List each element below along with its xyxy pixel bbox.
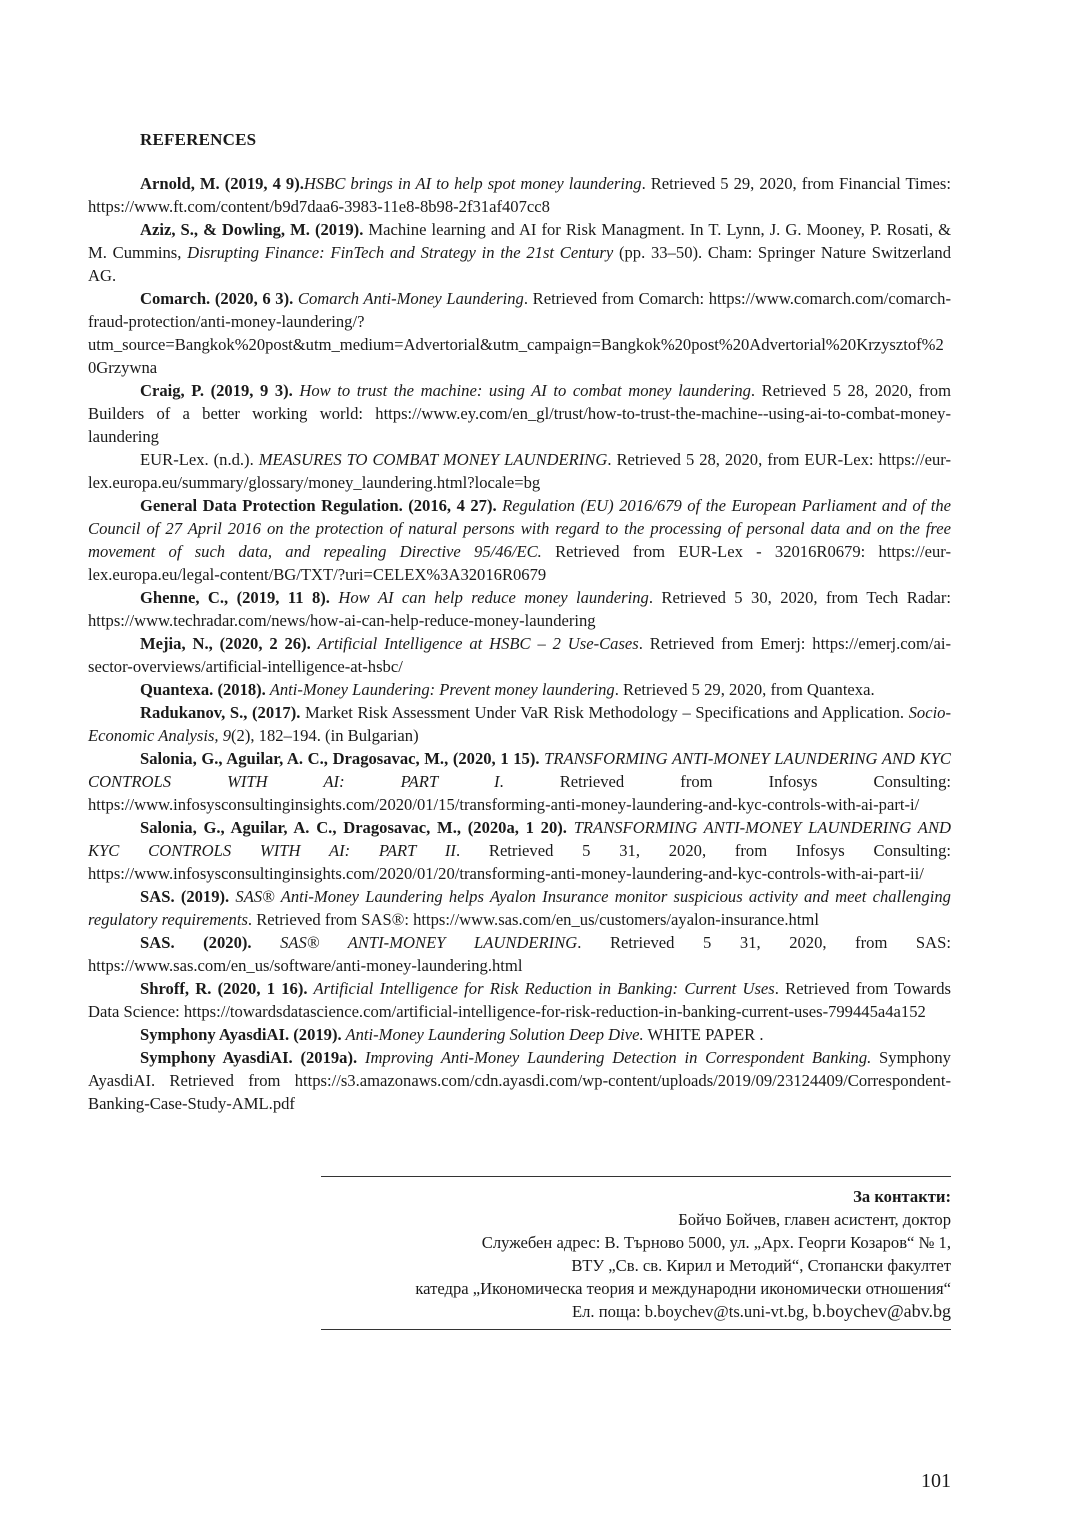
reference-source: . Retrieved 5 29, 2020, from Quantexa. — [614, 680, 875, 699]
reference-source: . Retrieved 5 29, 2020, from Financial Times: https://www.ft.com/content/b9d7daa6-3983-11e8-8b98-2f31af407cc8 — [88, 174, 951, 216]
reference-entry — [88, 678, 951, 701]
reference-title: Artificial Intelligence at HSBC – 2 Use-Cases — [310, 634, 639, 653]
contact-email-label: Ел. поща: b.boychev@ts.uni-vt.bg, — [571, 1302, 813, 1321]
reference-source: Retrieved from EUR-Lex - 32016R0679: https://eur-lex.europa.eu/legal-content/BG/TXT/?uri=CELEX%3A32016R0679 — [88, 542, 951, 584]
reference-author: Shroff, R. (2020, 1 16). — [140, 979, 308, 998]
reference-source: . Retrieved 5 31, 2020, from Infosys Consulting: https://www.infosysconsultinginsights.com/2020/01/20/transforming-anti-money-laundering-and-kyc-controls-with-ai-part-ii/ — [88, 841, 951, 883]
reference-entry — [88, 448, 951, 494]
reference-source: WHITE PAPER . — [643, 1025, 764, 1044]
reference-title: Artificial Intelligence for Risk Reduction in Banking: Current Uses — [307, 979, 775, 998]
reference-entry — [88, 1046, 951, 1115]
reference-source: (pp. 33–50). Cham: Springer Nature Switzerland AG. — [88, 243, 951, 285]
reference-source: Symphony AyasdiAI. Retrieved from https://s3.amazonaws.com/cdn.ayasdi.com/wp-content/uploads/2019/09/23124409/Correspondent-Banking-Case-Study-AML.pdf — [88, 1048, 951, 1113]
reference-entry — [88, 218, 951, 287]
reference-title: TRANSFORMING ANTI-MONEY LAUNDERING AND KYC CONTROLS WITH AI: PART II — [88, 818, 951, 860]
reference-title: Improving Anti-Money Laundering Detection in Correspondent Banking. — [357, 1048, 872, 1067]
reference-source: . Retrieved 5 31, 2020, from SAS: https://www.sas.com/en_us/software/anti-money-laundering.html — [88, 933, 951, 975]
reference-text: Market Risk Assessment Under VaR Risk Methodology – Specifications and Application. — [300, 703, 909, 722]
reference-source: . Retrieved from Towards Data Science: https://towardsdatascience.com/artificial-intelligence-for-risk-reduction-in-banking-current-uses-799445a4a152 — [88, 979, 951, 1021]
reference-author: Arnold, M. (2019, 4 9). — [140, 174, 304, 193]
reference-title: Anti-Money Laundering Solution Deep Dive. — [341, 1025, 644, 1044]
contact-department: катедра „Икономическа теория и международни икономически отношения“ — [415, 1279, 951, 1298]
contact-address: Служебен адрес: В. Търново 5000, ул. „Арх. Георги Козаров“ № 1, — [481, 1233, 951, 1252]
reference-source: . Retrieved from SAS®: https://www.sas.com/en_us/customers/ayalon-insurance.html — [247, 910, 819, 929]
contact-email-line — [321, 1300, 951, 1323]
reference-text: EUR-Lex. (n.d.). — [140, 450, 259, 469]
reference-title: SAS® ANTI-MONEY LAUNDERING — [251, 933, 578, 952]
reference-entry — [88, 747, 951, 816]
reference-title: Regulation (EU) 2016/679 of the European Parliament and of the Council of 27 April 2016 on the protection of natural persons with regard to the processing of personal data and on the free movement of such data, and repealing Directive 95/46/EC. — [88, 496, 951, 561]
contact-block — [321, 1176, 951, 1330]
reference-title: Disrupting Finance: FinTech and Strategy in the 21st Century — [187, 243, 614, 262]
reference-text: Machine learning and AI for Risk Managment. In T. Lynn, J. G. Mooney, P. Rosati, & M. Cummins, — [88, 220, 951, 262]
reference-title: Comarch Anti-Money Laundering — [293, 289, 524, 308]
reference-title: Anti-Money Laundering: Prevent money laundering — [265, 680, 615, 699]
reference-source: . Retrieved 5 28, 2020, from EUR-Lex: https://eur-lex.europa.eu/summary/glossary/money_laundering.html?locale=bg — [88, 450, 951, 492]
reference-entry — [88, 977, 951, 1023]
reference-entry — [88, 701, 951, 747]
reference-entry — [88, 1023, 951, 1046]
reference-entry — [88, 379, 951, 448]
reference-title: Socio-Economic Analysis, 9 — [88, 703, 952, 745]
reference-entry — [88, 494, 951, 586]
contact-name: Бойчо Бойчев, главен асистент, доктор — [678, 1210, 951, 1229]
reference-author: Craig, P. (2019, 9 3). — [140, 381, 293, 400]
reference-title: MEASURES TO COMBAT MONEY LAUNDERING — [258, 450, 608, 469]
reference-entry — [88, 816, 951, 885]
reference-entry — [88, 632, 951, 678]
references-section — [88, 130, 951, 1115]
reference-source: . Retrieved from Emerj: https://emerj.com/ai-sector-overviews/artificial-intelligence-at-hsbc/ — [88, 634, 951, 676]
reference-entry — [88, 287, 951, 379]
reference-author: Quantexa. (2018). — [140, 680, 266, 699]
reference-author: Aziz, S., & Dowling, M. (2019). — [140, 220, 364, 239]
reference-entry — [88, 586, 951, 632]
reference-source: . Retrieved from Comarch: https://www.comarch.com/comarch-fraud-protection/anti-money-laundering/?utm_source=Bangkok%20post&utm_medium=Advertorial&utm_campaign=Bangkok%20post%20Advertorial%20Krzysztof%20Grzywna — [88, 289, 951, 377]
reference-title: TRANSFORMING ANTI-MONEY LAUNDERING AND KYC CONTROLS WITH AI: PART I — [88, 749, 951, 791]
reference-source: . Retrieved 5 28, 2020, from Builders of a better working world: https://www.ey.com/en_gl/trust/how-to-trust-the-machine--using-ai-to-combat-money-laundering — [88, 381, 952, 446]
reference-author: General Data Protection Regulation. (2016, 4 27). — [140, 496, 497, 515]
reference-author: SAS. (2020). — [140, 933, 252, 952]
reference-title: How to trust the machine: using AI to combat money laundering — [292, 381, 751, 400]
reference-entry — [88, 931, 951, 977]
references-heading: REFERENCES — [140, 130, 257, 149]
reference-author: Symphony AyasdiAI. (2019a). — [140, 1048, 358, 1067]
reference-author: Ghenne, C., (2019, 11 8). — [140, 588, 330, 607]
reference-source: . Retrieved 5 30, 2020, from Tech Radar: https://www.techradar.com/news/how-ai-can-help-reduce-money-laundering — [88, 588, 951, 630]
reference-author: Mejia, N., (2020, 2 26). — [140, 634, 311, 653]
reference-author: SAS. (2019). — [140, 887, 230, 906]
reference-author: Salonia, G., Aguilar, A. C., Dragosavac, M., (2020a, 1 20). — [140, 818, 567, 837]
reference-title: SAS® Anti-Money Laundering helps Ayalon Insurance monitor suspicious activity and meet challenging regulatory requirements — [88, 887, 951, 929]
contact-university: ВТУ „Св. св. Кирил и Методий“, Стопански факултет — [571, 1256, 951, 1275]
reference-title: HSBC brings in AI to help spot money laundering — [303, 174, 642, 193]
reference-entry — [88, 172, 951, 218]
reference-entry — [88, 885, 951, 931]
reference-author: Radukanov, S., (2017). — [140, 703, 301, 722]
contact-title: За контакти: — [853, 1187, 951, 1206]
reference-source: . Retrieved from Infosys Consulting: https://www.infosysconsultinginsights.com/2020/01/15/transforming-anti-money-laundering-and-kyc-controls-with-ai-part-i/ — [88, 772, 952, 814]
contact-email-link[interactable]: b.boychev@abv.bg — [812, 1301, 951, 1321]
reference-author: Comarch. (2020, 6 3). — [140, 289, 294, 308]
reference-title: How AI can help reduce money laundering — [329, 588, 649, 607]
reference-author: Salonia, G., Aguilar, A. C., Dragosavac, M., (2020, 1 15). — [140, 749, 540, 768]
reference-author: Symphony AyasdiAI. (2019). — [140, 1025, 342, 1044]
page-number: 101 — [921, 1470, 951, 1492]
reference-source: (2), 182–194. (in Bulgarian) — [231, 726, 419, 745]
references-list — [88, 172, 951, 1115]
